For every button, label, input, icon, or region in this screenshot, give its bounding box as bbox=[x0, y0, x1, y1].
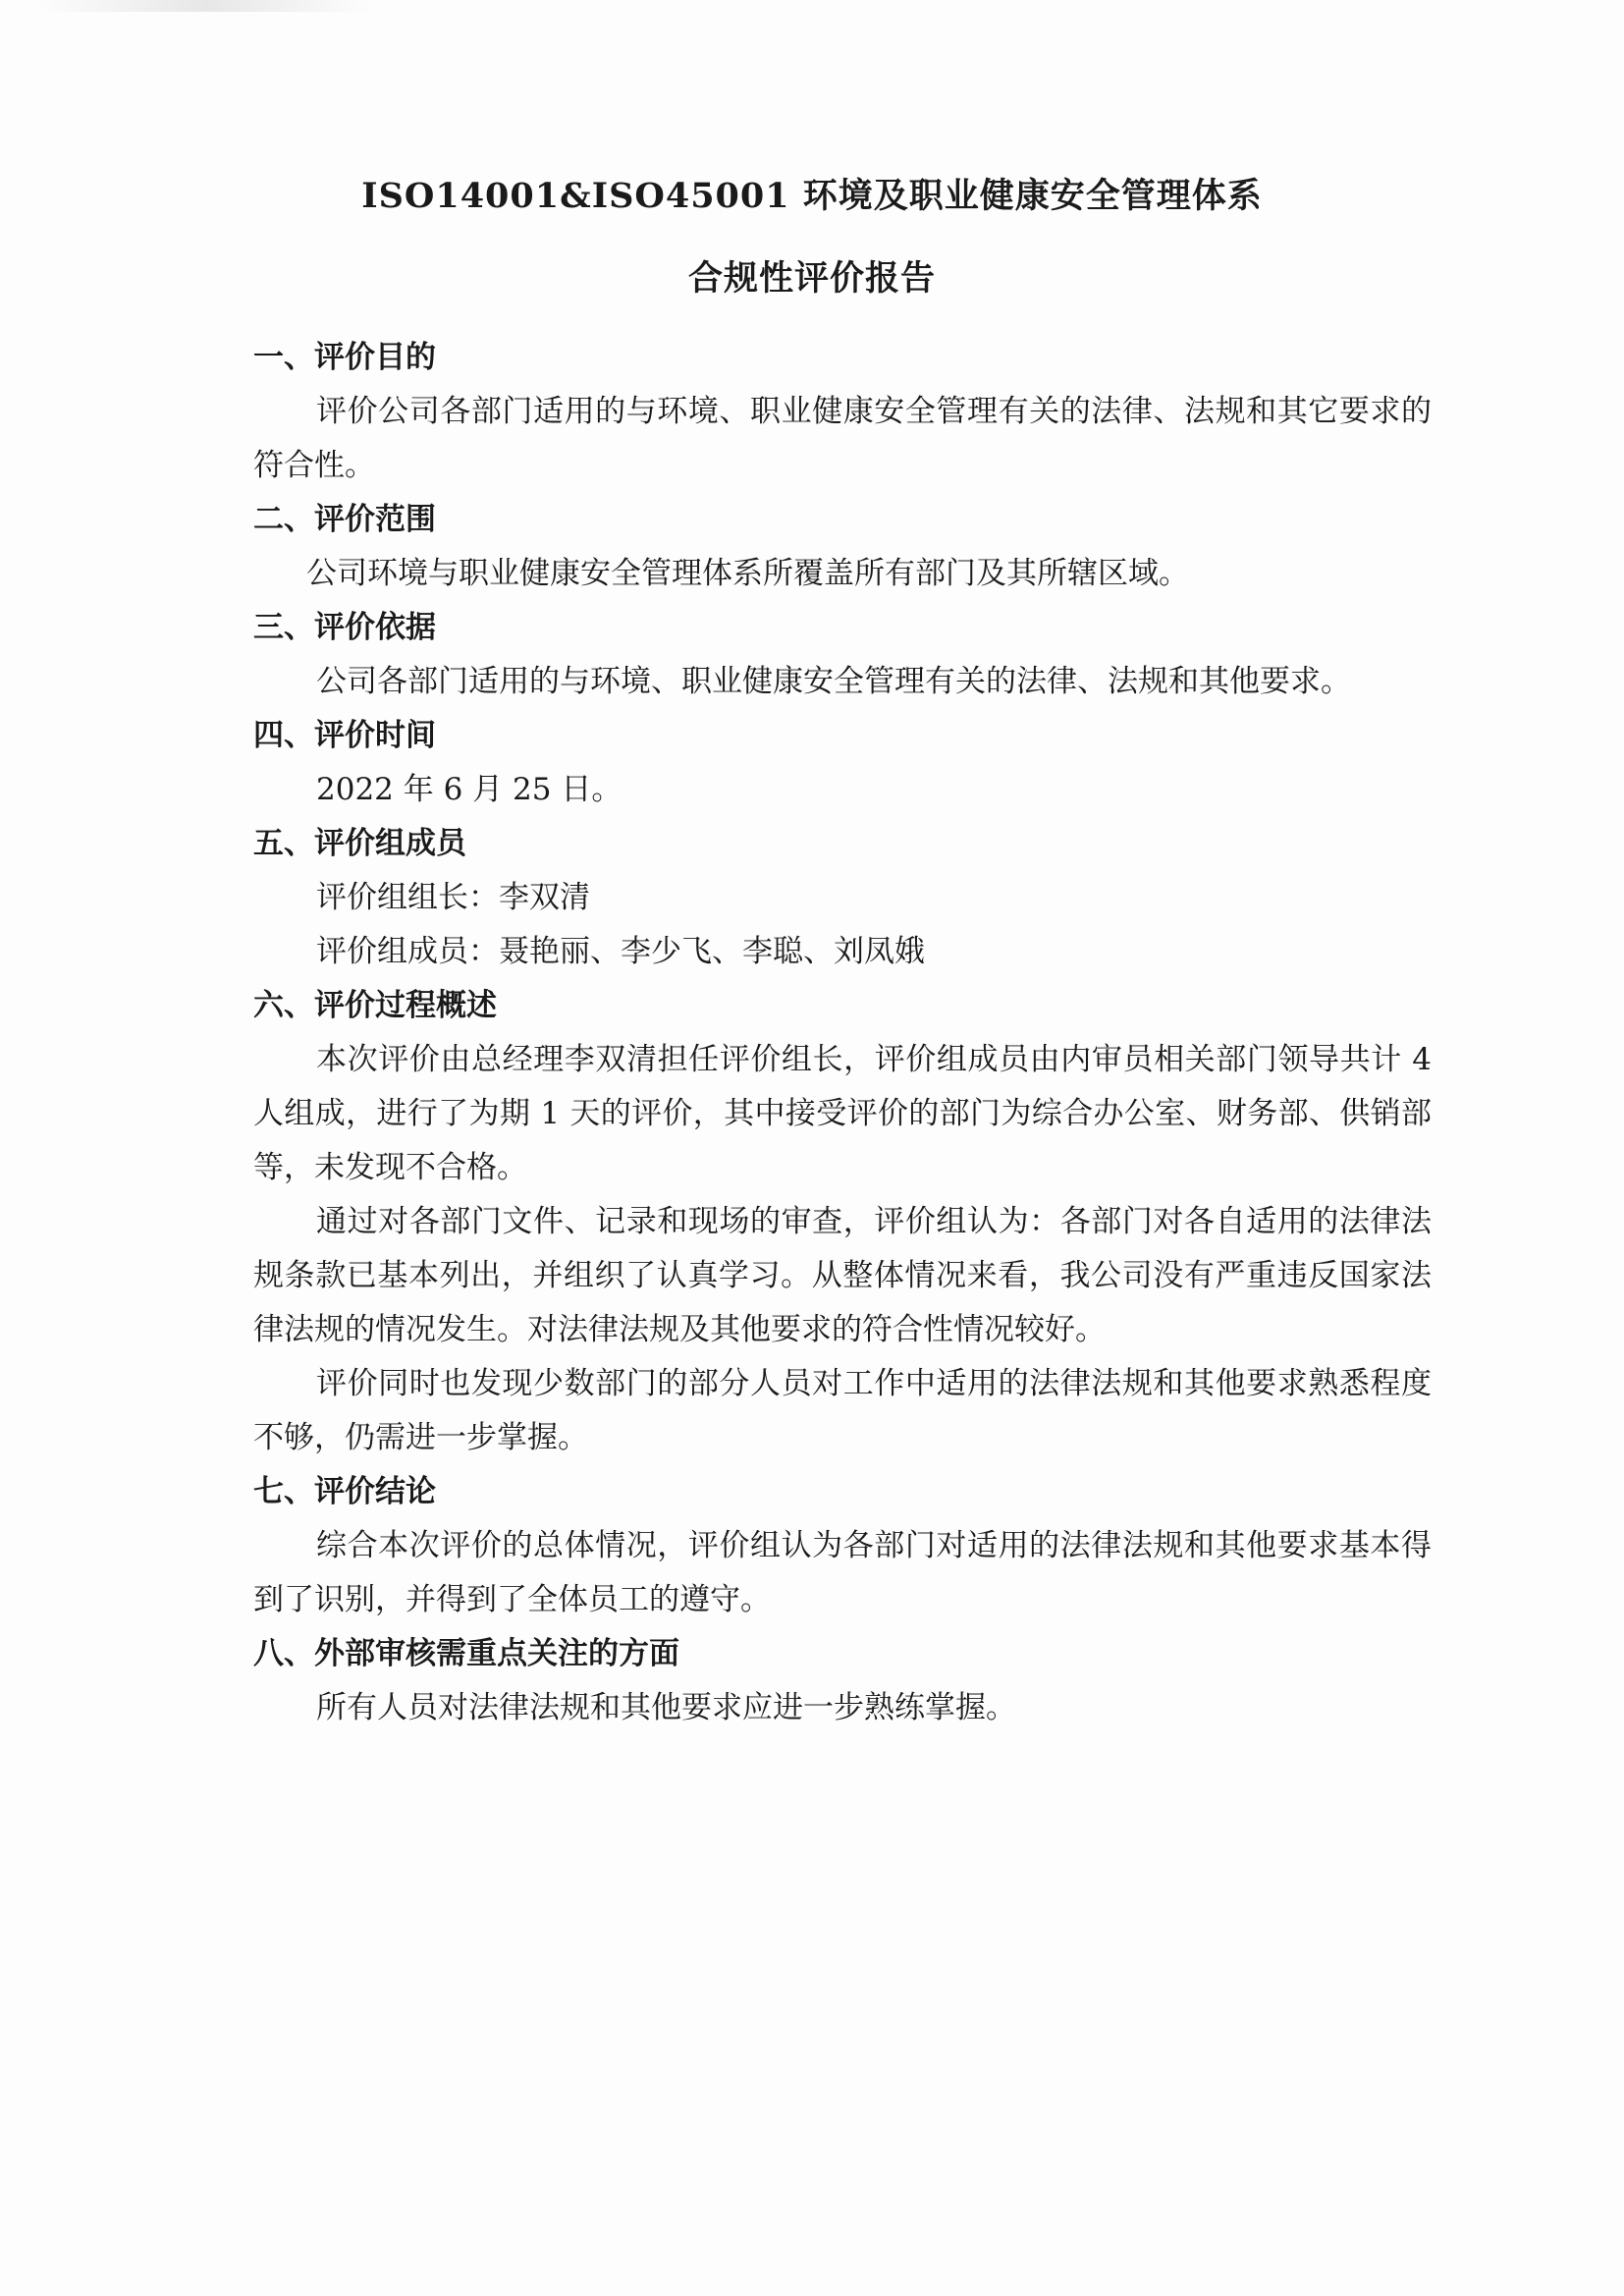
section-heading-basis: 三、评价依据 bbox=[253, 610, 436, 645]
section-heading-conclusion: 七、评价结论 bbox=[253, 1474, 436, 1509]
section-text-time: 2022 年 6 月 25 日。 bbox=[316, 772, 623, 807]
process-paragraph-1: 本次评价由总经理李双清担任评价组长，评价组成员由内审员相关部门领导共计 4 人组成，进行了为期 1 天的评价，其中接受评价的部门为综合办公室、财务部、供销部等，未发现不合格。 bbox=[253, 1042, 1432, 1185]
process-paragraph-3: 评价同时也发现少数部门的部分人员对工作中适用的法律法规和其他要求熟悉程度不够，仍需进一步掌握。 bbox=[253, 1366, 1432, 1455]
section-text-basis: 公司各部门适用的与环境、职业健康安全管理有关的法律、法规和其他要求。 bbox=[316, 664, 1351, 699]
section-heading-purpose: 一、评价目的 bbox=[253, 340, 436, 375]
section-text-conclusion: 综合本次评价的总体情况，评价组认为各部门对适用的法律法规和其他要求基本得到了识别，并得到了全体员工的遵守。 bbox=[253, 1528, 1432, 1617]
document-subtitle: 合规性评价报告 bbox=[687, 258, 936, 299]
section-heading-time: 四、评价时间 bbox=[253, 718, 436, 753]
section-heading-members: 五、评价组成员 bbox=[253, 826, 466, 861]
document-title: ISO14001&ISO45001 环境及职业健康安全管理体系 bbox=[361, 176, 1263, 216]
section-heading-audit-focus: 八、外部审核需重点关注的方面 bbox=[253, 1636, 679, 1671]
section-heading-process: 六、评价过程概述 bbox=[253, 988, 497, 1023]
team-leader: 评价组组长：李双清 bbox=[316, 880, 590, 915]
section-text-audit-focus: 所有人员对法律法规和其他要求应进一步熟练掌握。 bbox=[316, 1690, 1016, 1725]
section-heading-scope: 二、评价范围 bbox=[253, 502, 436, 537]
team-members: 评价组成员：聂艳丽、李少飞、李聪、刘凤娥 bbox=[316, 934, 925, 969]
scan-edge-mark bbox=[39, 0, 373, 12]
document-body bbox=[253, 331, 1432, 1735]
process-paragraph-2: 通过对各部门文件、记录和现场的审查，评价组认为：各部门对各自适用的法律法规条款已基本列出，并组织了认真学习。从整体情况来看，我公司没有严重违反国家法律法规的情况发生。对法律法规及其他要求的符合性情况较好。 bbox=[253, 1204, 1432, 1347]
section-text-purpose: 评价公司各部门适用的与环境、职业健康安全管理有关的法律、法规和其它要求的符合性。 bbox=[253, 394, 1432, 483]
section-text-scope: 公司环境与职业健康安全管理体系所覆盖所有部门及其所辖区域。 bbox=[306, 556, 1189, 591]
